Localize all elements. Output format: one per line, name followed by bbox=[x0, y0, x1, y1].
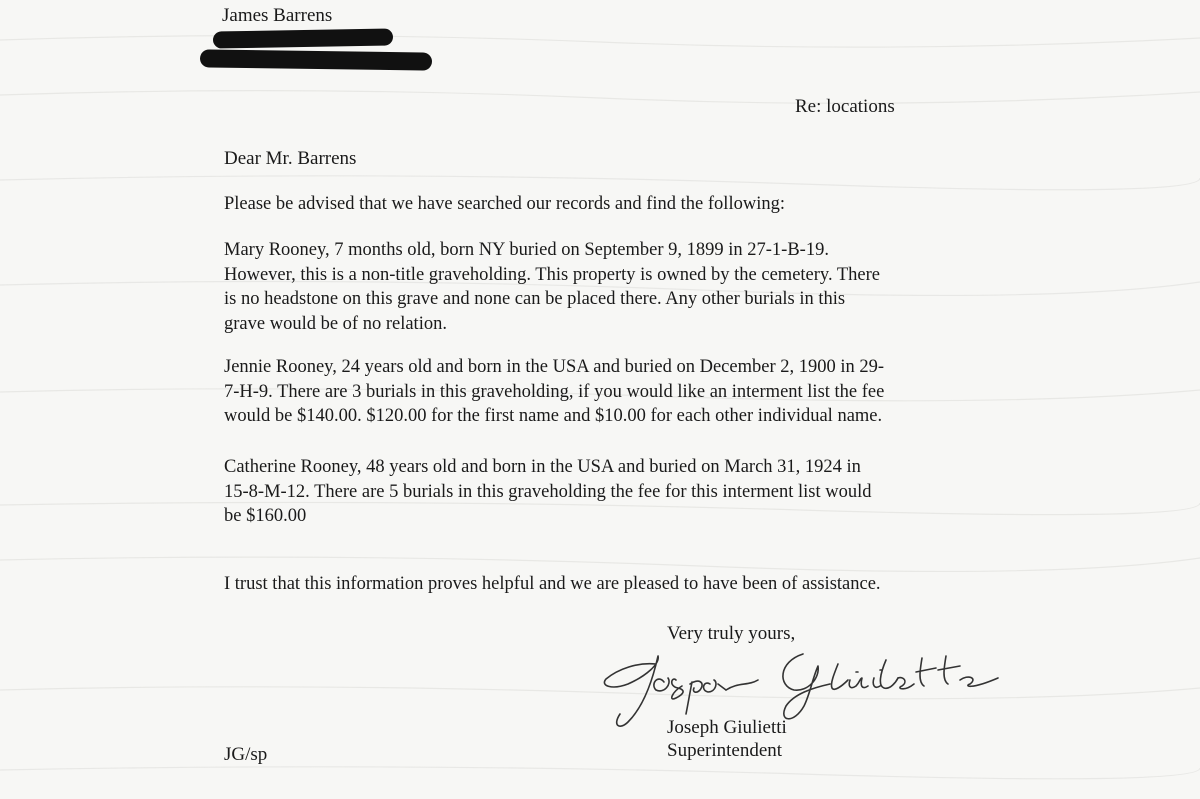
redacted-address-line-2 bbox=[200, 49, 432, 70]
intro-paragraph bbox=[224, 192, 984, 217]
mary-line-2: However, this is a non-title graveholding. This property is owned by the cemetery. There bbox=[224, 264, 881, 285]
re-line: Re: locations bbox=[795, 96, 895, 117]
jennie-line-3: would be $140.00. $120.00 for the first name and $10.00 for each other individual name. bbox=[224, 406, 883, 426]
signer-name: Joseph Giulietti bbox=[667, 717, 787, 738]
signer-title: Superintendent bbox=[667, 740, 783, 761]
salutation: Dear Mr. Barrens bbox=[224, 148, 357, 169]
closing-paragraph bbox=[224, 572, 984, 597]
valediction: Very truly yours, bbox=[667, 623, 796, 644]
catherine-line-2: 15-8-M-12. There are 5 burials in this graveholding the fee for this interment list would bbox=[224, 481, 872, 502]
jennie-rooney-paragraph bbox=[224, 355, 984, 429]
mary-line-4: grave would be of no relation. bbox=[224, 313, 447, 334]
jennie-line-1: Jennie Rooney, 24 years old and born in the USA and buried on December 2, 1900 in 29- bbox=[224, 357, 885, 377]
recipient-name: James Barrens bbox=[222, 5, 333, 26]
mary-line-3: is no headstone on this grave and none can be placed there. Any other burials in this bbox=[224, 289, 846, 309]
intro-line: Please be advised that we have searched our records and find the following: bbox=[224, 194, 785, 214]
closing-line: I trust that this information proves helpful and we are pleased to have been of assistance. bbox=[224, 574, 881, 594]
catherine-rooney-paragraph bbox=[224, 455, 984, 529]
typist-initials: JG/sp bbox=[224, 744, 268, 765]
handwritten-signature bbox=[598, 634, 1028, 734]
redacted-address-line-1 bbox=[213, 28, 393, 48]
catherine-line-1: Catherine Rooney, 48 years old and born in the USA and buried on March 31, 1924 in bbox=[224, 457, 861, 477]
mary-rooney-paragraph bbox=[224, 238, 984, 336]
jennie-line-2: 7-H-9. There are 3 burials in this graveholding, if you would like an interment list the fee bbox=[224, 381, 885, 402]
mary-line-1: Mary Rooney, 7 months old, born NY buried on September 9, 1899 in 27-1-B-19. bbox=[224, 240, 829, 260]
catherine-line-3: be $160.00 bbox=[224, 506, 307, 526]
